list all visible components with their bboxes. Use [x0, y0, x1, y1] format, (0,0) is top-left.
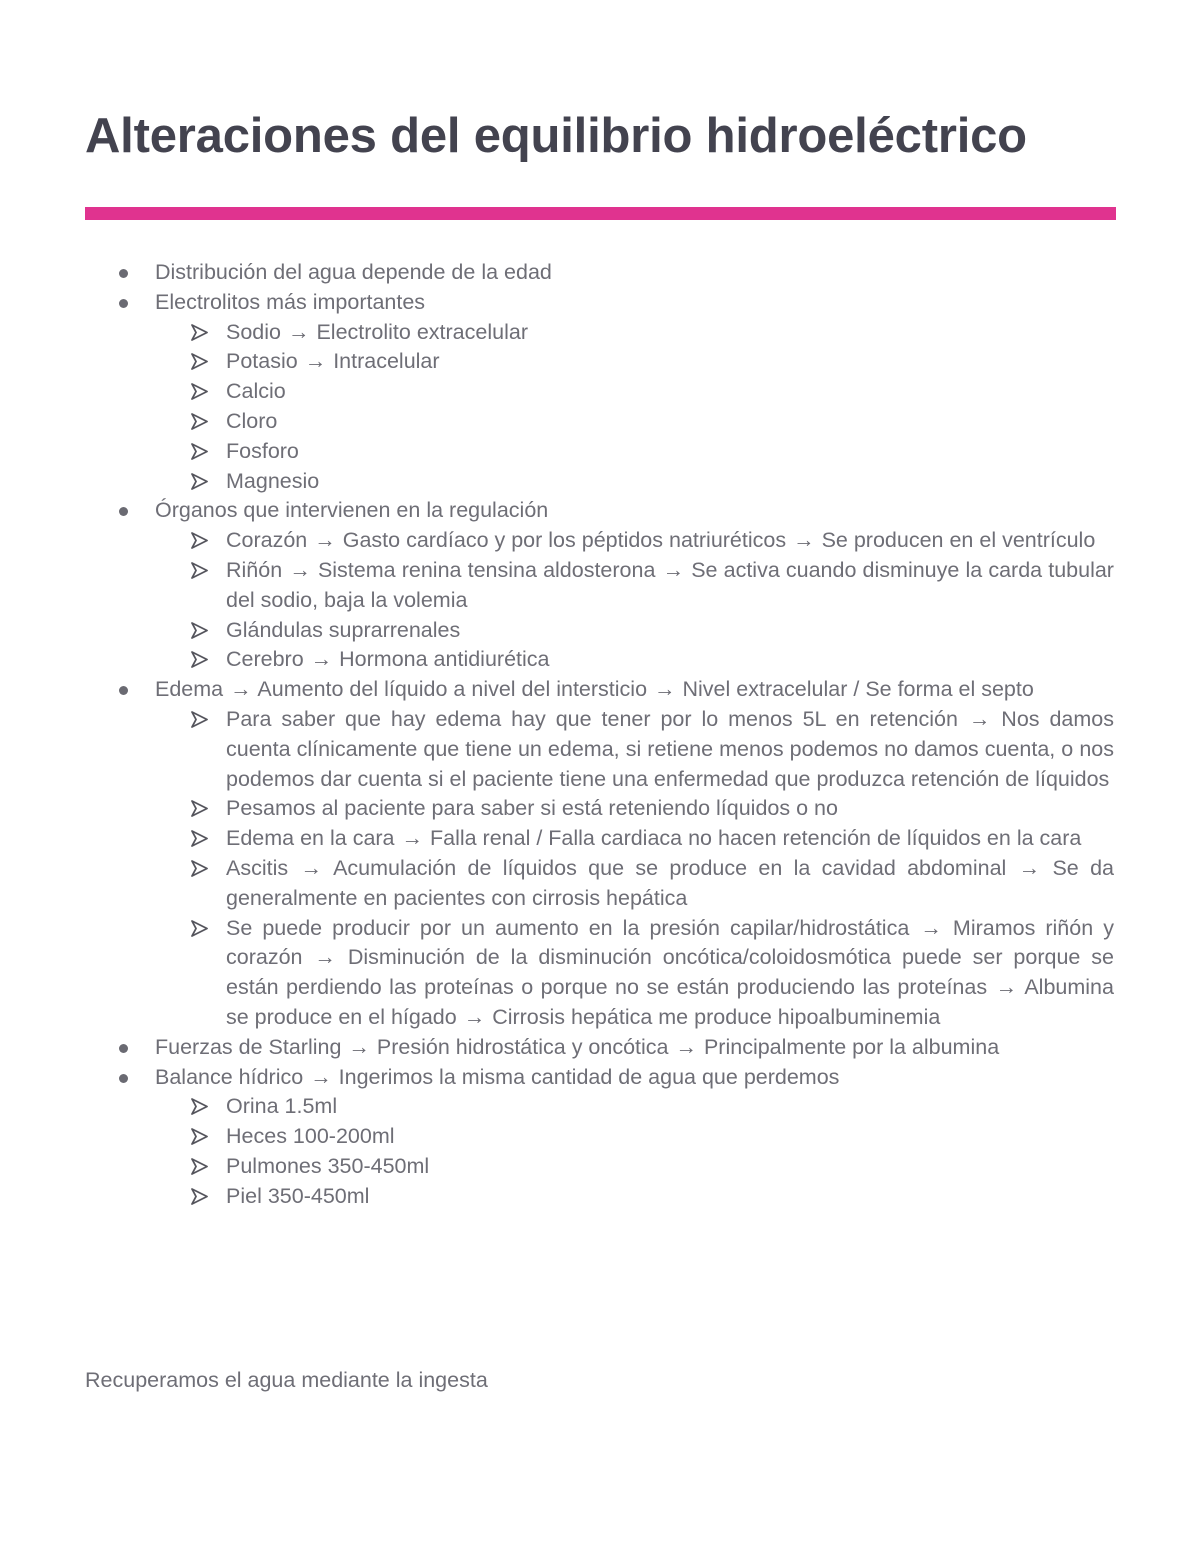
item-text: Presión hidrostática y oncótica [376, 1034, 669, 1059]
arrowhead-bullet-icon [191, 318, 211, 348]
item-text: Falla renal / Falla cardiaca no hacen retención de líquidos en la cara [429, 826, 1082, 851]
item-text: Balance hídrico [155, 1064, 304, 1089]
arrowhead-bullet-icon [191, 705, 211, 735]
right-arrow-icon: → [304, 349, 327, 374]
bullet-dot-icon [119, 507, 128, 516]
right-arrow-icon: → [463, 1004, 486, 1029]
bullet-dot-icon [119, 299, 128, 308]
sub-bullet-item [0, 318, 1200, 348]
document-title: Alteraciones del equilibrio hidroeléctrico [85, 109, 1027, 163]
sub-bullet-item [0, 794, 1200, 824]
right-arrow-icon: → [310, 1064, 332, 1089]
item-text: Fosforo [226, 438, 299, 463]
arrowhead-bullet-icon [191, 1092, 211, 1122]
item-text: Cirrosis hepática me produce hipoalbuminemia [492, 1004, 941, 1029]
sub-bullet-item [0, 407, 1200, 437]
item-text: Cerebro [226, 647, 304, 672]
item-text: Calcio [226, 379, 286, 404]
sub-bullet-item [0, 1122, 1200, 1152]
outline-list [0, 258, 1200, 1212]
arrowhead-bullet-icon [191, 854, 211, 884]
arrowhead-bullet-icon [191, 794, 211, 824]
item-text: Acumulación de líquidos que se produce en la cavidad abdominal [333, 855, 1007, 880]
item-text: Riñón [226, 557, 283, 582]
item-text: Para saber que hay edema hay que tener por lo menos 5L en retención [226, 706, 958, 731]
bullet-item [0, 288, 1200, 318]
document-body [0, 258, 1200, 1212]
right-arrow-icon: → [314, 945, 336, 970]
sub-bullet-item [0, 556, 1200, 616]
sub-bullet-item [0, 526, 1200, 556]
arrowhead-bullet-icon [191, 616, 211, 646]
sub-bullet-item [0, 1092, 1200, 1122]
right-arrow-icon: → [920, 915, 942, 940]
item-text: Electrolitos más importantes [155, 289, 426, 314]
bullet-dot-icon [119, 1074, 128, 1083]
item-text: Glándulas suprarrenales [226, 617, 461, 642]
title-accent-rule [85, 207, 1116, 220]
right-arrow-icon: → [287, 319, 310, 344]
arrowhead-bullet-icon [191, 377, 211, 407]
item-text: Sistema renina tensina aldosterona [317, 557, 656, 582]
bullet-item [0, 1033, 1200, 1063]
bullet-item [0, 1063, 1200, 1093]
right-arrow-icon: → [401, 826, 423, 851]
item-text: Intracelular [333, 349, 440, 374]
arrowhead-bullet-icon [191, 1152, 211, 1182]
right-arrow-icon: → [348, 1034, 370, 1059]
item-text: Magnesio [226, 468, 320, 493]
item-text: Pesamos al paciente para saber si está reteniendo líquidos o no [226, 796, 838, 821]
item-text: Edema en la cara [226, 826, 395, 851]
right-arrow-icon: → [793, 528, 815, 553]
arrowhead-bullet-icon [191, 1182, 211, 1212]
item-text: Ingerimos la misma cantidad de agua que perdemos [338, 1064, 840, 1089]
sub-bullet-item [0, 1182, 1200, 1212]
right-arrow-icon: → [300, 855, 322, 880]
sub-bullet-item [0, 824, 1200, 854]
sub-bullet-item [0, 1152, 1200, 1182]
right-arrow-icon: → [662, 557, 685, 582]
item-text: Potasio [226, 349, 298, 374]
item-text: Nos damos cuenta clínicamente que tiene un edema, si retiene menos podemos no damos cuenta, o nos podemos dar cuenta si el paciente tiene una enfermedad que produzca retención de líquidos [226, 706, 1114, 791]
item-text: Edema [155, 677, 224, 702]
right-arrow-icon: → [995, 975, 1018, 1000]
bullet-item [0, 258, 1200, 288]
item-text: Orina 1.5ml [226, 1094, 338, 1119]
right-arrow-icon: → [675, 1034, 697, 1059]
sub-bullet-item [0, 437, 1200, 467]
bullet-dot-icon [119, 1044, 128, 1053]
item-text: Disminución de la disminución oncótica/coloidosmótica puede ser porque se están perdiendo las proteínas o porque no se están produciendo las proteínas [226, 945, 1114, 1000]
item-text: Pulmones 350-450ml [226, 1153, 430, 1178]
item-text: Corazón [226, 528, 308, 553]
bullet-item [0, 675, 1200, 705]
arrowhead-bullet-icon [191, 556, 211, 586]
right-arrow-icon: → [230, 677, 252, 702]
item-text: Se puede producir por un aumento en la presión capilar/hidrostática [226, 915, 910, 940]
arrowhead-bullet-icon [191, 437, 211, 467]
arrowhead-bullet-icon [191, 407, 211, 437]
sub-bullet-item [0, 914, 1200, 1033]
right-arrow-icon: → [314, 528, 336, 553]
item-text: Gasto cardíaco y por los péptidos natriuréticos [342, 528, 787, 553]
sub-bullet-item [0, 854, 1200, 914]
sub-bullet-item [0, 467, 1200, 497]
sub-bullet-item [0, 616, 1200, 646]
arrowhead-bullet-icon [191, 914, 211, 944]
arrowhead-bullet-icon [191, 526, 211, 556]
sub-bullet-item [0, 377, 1200, 407]
arrowhead-bullet-icon [191, 1122, 211, 1152]
arrowhead-bullet-icon [191, 645, 211, 675]
bullet-dot-icon [119, 269, 128, 278]
item-text: Se da generalmente en pacientes con cirrosis hepática [226, 855, 1114, 910]
item-text: Se producen en el ventrículo [821, 528, 1096, 553]
bullet-item [0, 496, 1200, 526]
item-text: Ascitis [226, 855, 289, 880]
right-arrow-icon: → [1018, 855, 1041, 880]
item-text: Órganos que intervienen en la regulación [155, 498, 549, 523]
item-text: Se activa cuando disminuye la carda tubular del sodio, baja la volemia [226, 557, 1114, 612]
arrowhead-bullet-icon [191, 824, 211, 854]
arrowhead-bullet-icon [191, 347, 211, 377]
right-arrow-icon: → [289, 557, 311, 582]
item-text: Cloro [226, 408, 278, 433]
item-text: Distribución del agua depende de la edad [155, 260, 552, 284]
item-text: Albumina se produce en el hígado [226, 975, 1114, 1029]
item-text: Electrolito extracelular [316, 319, 528, 344]
item-text: Piel 350-450ml [226, 1183, 370, 1208]
item-text: Nivel extracelular / Se forma el septo [682, 677, 1034, 702]
item-text: Aumento del líquido a nivel del intersticio [257, 677, 648, 702]
sub-bullet-item [0, 645, 1200, 675]
item-text: Hormona antidiurética [339, 647, 550, 672]
sub-bullet-item [0, 705, 1200, 794]
right-arrow-icon: → [654, 677, 676, 702]
right-arrow-icon: → [310, 647, 333, 672]
item-text: Sodio [226, 319, 281, 344]
item-text: Miramos riñón y corazón [226, 915, 1114, 970]
sub-bullet-item [0, 347, 1200, 377]
bullet-dot-icon [119, 686, 128, 695]
item-text: Principalmente por la albumina [703, 1034, 1000, 1059]
arrowhead-bullet-icon [191, 467, 211, 497]
right-arrow-icon: → [968, 706, 991, 731]
item-text: Fuerzas de Starling [155, 1034, 342, 1059]
closing-paragraph: Recuperamos el agua mediante la ingesta [85, 1368, 488, 1392]
item-text: Heces 100-200ml [226, 1124, 395, 1149]
